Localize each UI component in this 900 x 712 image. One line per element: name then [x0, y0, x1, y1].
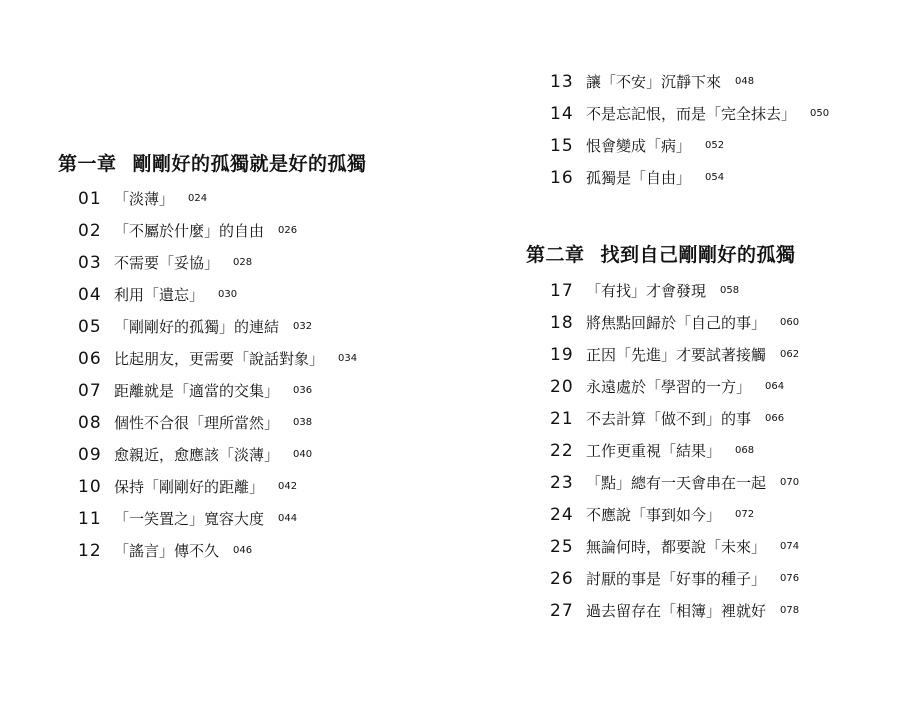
toc-entry	[78, 471, 357, 503]
toc-entry	[78, 535, 357, 567]
entry-number: 13	[550, 72, 574, 92]
entry-title: 工作更重視「結果」	[586, 442, 722, 460]
entry-title: 愈親近，愈應該「淡薄」	[114, 446, 280, 464]
entry-page-number: 044	[278, 513, 298, 524]
toc-entry	[550, 563, 799, 595]
entry-page-number: 052	[705, 140, 725, 151]
entry-page-number: 066	[765, 413, 785, 424]
entry-number: 19	[550, 345, 574, 365]
entry-number: 18	[550, 313, 574, 333]
entry-number: 23	[550, 473, 574, 493]
entry-title: 不去計算「做不到」的事	[586, 410, 752, 428]
toc-entry	[78, 439, 357, 471]
entry-page-number: 076	[780, 573, 800, 584]
toc-entry	[78, 407, 357, 439]
toc-entry	[550, 98, 829, 130]
entry-number: 11	[78, 509, 102, 529]
chapter-1-title: 剛剛好的孤獨就是好的孤獨	[132, 153, 367, 175]
entry-number: 05	[78, 317, 102, 337]
entry-title: 無論何時，都要說「未來」	[586, 538, 767, 556]
entry-number: 01	[78, 189, 102, 209]
entry-title: 「點」總有一天會串在一起	[586, 474, 767, 492]
entry-page-number: 078	[780, 605, 800, 616]
entry-page-number: 040	[293, 449, 313, 460]
entry-page-number: 054	[705, 172, 725, 183]
entry-title: 利用「遺忘」	[114, 286, 205, 304]
entry-number: 04	[78, 285, 102, 305]
entry-page-number: 032	[293, 321, 313, 332]
entry-title: 孤獨是「自由」	[586, 169, 692, 187]
entry-page-number: 038	[293, 417, 313, 428]
entry-number: 16	[550, 168, 574, 188]
entry-number: 27	[550, 601, 574, 621]
entry-number: 25	[550, 537, 574, 557]
entry-number: 20	[550, 377, 574, 397]
entry-title: 恨會變成「病」	[586, 137, 692, 155]
entry-page-number: 028	[233, 257, 253, 268]
entry-title: 「謠言」傳不久	[114, 542, 220, 560]
entry-number: 15	[550, 136, 574, 156]
entry-page-number: 074	[780, 541, 800, 552]
entry-title: 讓「不安」沉靜下來	[586, 73, 722, 91]
chapter-2-number: 第二章	[526, 244, 585, 266]
entry-page-number: 026	[278, 225, 298, 236]
entry-title: 比起朋友，更需要「說話對象」	[114, 350, 325, 368]
toc-entry	[550, 435, 799, 467]
entry-number: 02	[78, 221, 102, 241]
entry-number: 14	[550, 104, 574, 124]
entry-title: 「不屬於什麼」的自由	[114, 222, 265, 240]
entry-title: 距離就是「適當的交集」	[114, 382, 280, 400]
toc-entry	[550, 66, 829, 98]
entry-title: 「一笑置之」寬容大度	[114, 510, 265, 528]
toc-entry	[78, 311, 357, 343]
entry-number: 09	[78, 445, 102, 465]
entry-title: 保持「剛剛好的距離」	[114, 478, 265, 496]
chapter-1-toc-list	[78, 183, 357, 567]
entry-title: 不是忘記恨，而是「完全抹去」	[586, 105, 797, 123]
entry-number: 10	[78, 477, 102, 497]
toc-entry	[550, 403, 799, 435]
entry-page-number: 050	[810, 108, 830, 119]
entry-title: 不應說「事到如今」	[586, 506, 722, 524]
entry-title: 過去留存在「相簿」裡就好	[586, 602, 767, 620]
chapter-2-toc-list	[550, 275, 799, 627]
entry-page-number: 072	[735, 509, 755, 520]
toc-entry	[550, 499, 799, 531]
chapter-1-toc-list-continued	[550, 66, 829, 194]
toc-entry	[550, 595, 799, 627]
entry-title: 「剛剛好的孤獨」的連結	[114, 318, 280, 336]
entry-page-number: 042	[278, 481, 298, 492]
toc-entry	[550, 339, 799, 371]
entry-title: 正因「先進」才要試著接觸	[586, 346, 767, 364]
entry-page-number: 036	[293, 385, 313, 396]
chapter-1-number: 第一章	[58, 153, 117, 175]
entry-number: 21	[550, 409, 574, 429]
entry-title: 「有找」才會發現	[586, 282, 707, 300]
entry-page-number: 062	[780, 349, 800, 360]
chapter-2-title: 找到自己剛剛好的孤獨	[600, 244, 796, 266]
toc-entry	[78, 503, 357, 535]
entry-number: 07	[78, 381, 102, 401]
entry-number: 12	[78, 541, 102, 561]
entry-title: 「淡薄」	[114, 190, 175, 208]
entry-page-number: 060	[780, 317, 800, 328]
toc-entry	[78, 375, 357, 407]
entry-number: 17	[550, 281, 574, 301]
entry-page-number: 068	[735, 445, 755, 456]
toc-entry	[550, 307, 799, 339]
entry-page-number: 024	[188, 193, 208, 204]
entry-number: 22	[550, 441, 574, 461]
entry-title: 將焦點回歸於「自己的事」	[586, 314, 767, 332]
chapter-2-heading	[526, 240, 796, 267]
entry-number: 24	[550, 505, 574, 525]
chapter-1-heading	[58, 149, 367, 176]
toc-entry	[550, 531, 799, 563]
entry-number: 03	[78, 253, 102, 273]
toc-entry	[550, 130, 829, 162]
toc-entry	[78, 343, 357, 375]
toc-entry	[550, 371, 799, 403]
toc-entry	[550, 467, 799, 499]
entry-title: 永遠處於「學習的一方」	[586, 378, 752, 396]
entry-page-number: 046	[233, 545, 253, 556]
toc-entry	[78, 183, 357, 215]
entry-title: 個性不合很「理所當然」	[114, 414, 280, 432]
right-page	[450, 0, 900, 712]
toc-entry	[78, 215, 357, 247]
toc-entry	[550, 275, 799, 307]
entry-number: 08	[78, 413, 102, 433]
toc-entry	[78, 247, 357, 279]
entry-title: 不需要「妥協」	[114, 254, 220, 272]
entry-number: 06	[78, 349, 102, 369]
toc-entry	[78, 279, 357, 311]
entry-title: 討厭的事是「好事的種子」	[586, 570, 767, 588]
toc-entry	[550, 162, 829, 194]
entry-page-number: 070	[780, 477, 800, 488]
entry-page-number: 034	[338, 353, 358, 364]
entry-page-number: 030	[218, 289, 238, 300]
entry-page-number: 048	[735, 76, 755, 87]
entry-page-number: 058	[720, 285, 740, 296]
entry-page-number: 064	[765, 381, 785, 392]
entry-number: 26	[550, 569, 574, 589]
